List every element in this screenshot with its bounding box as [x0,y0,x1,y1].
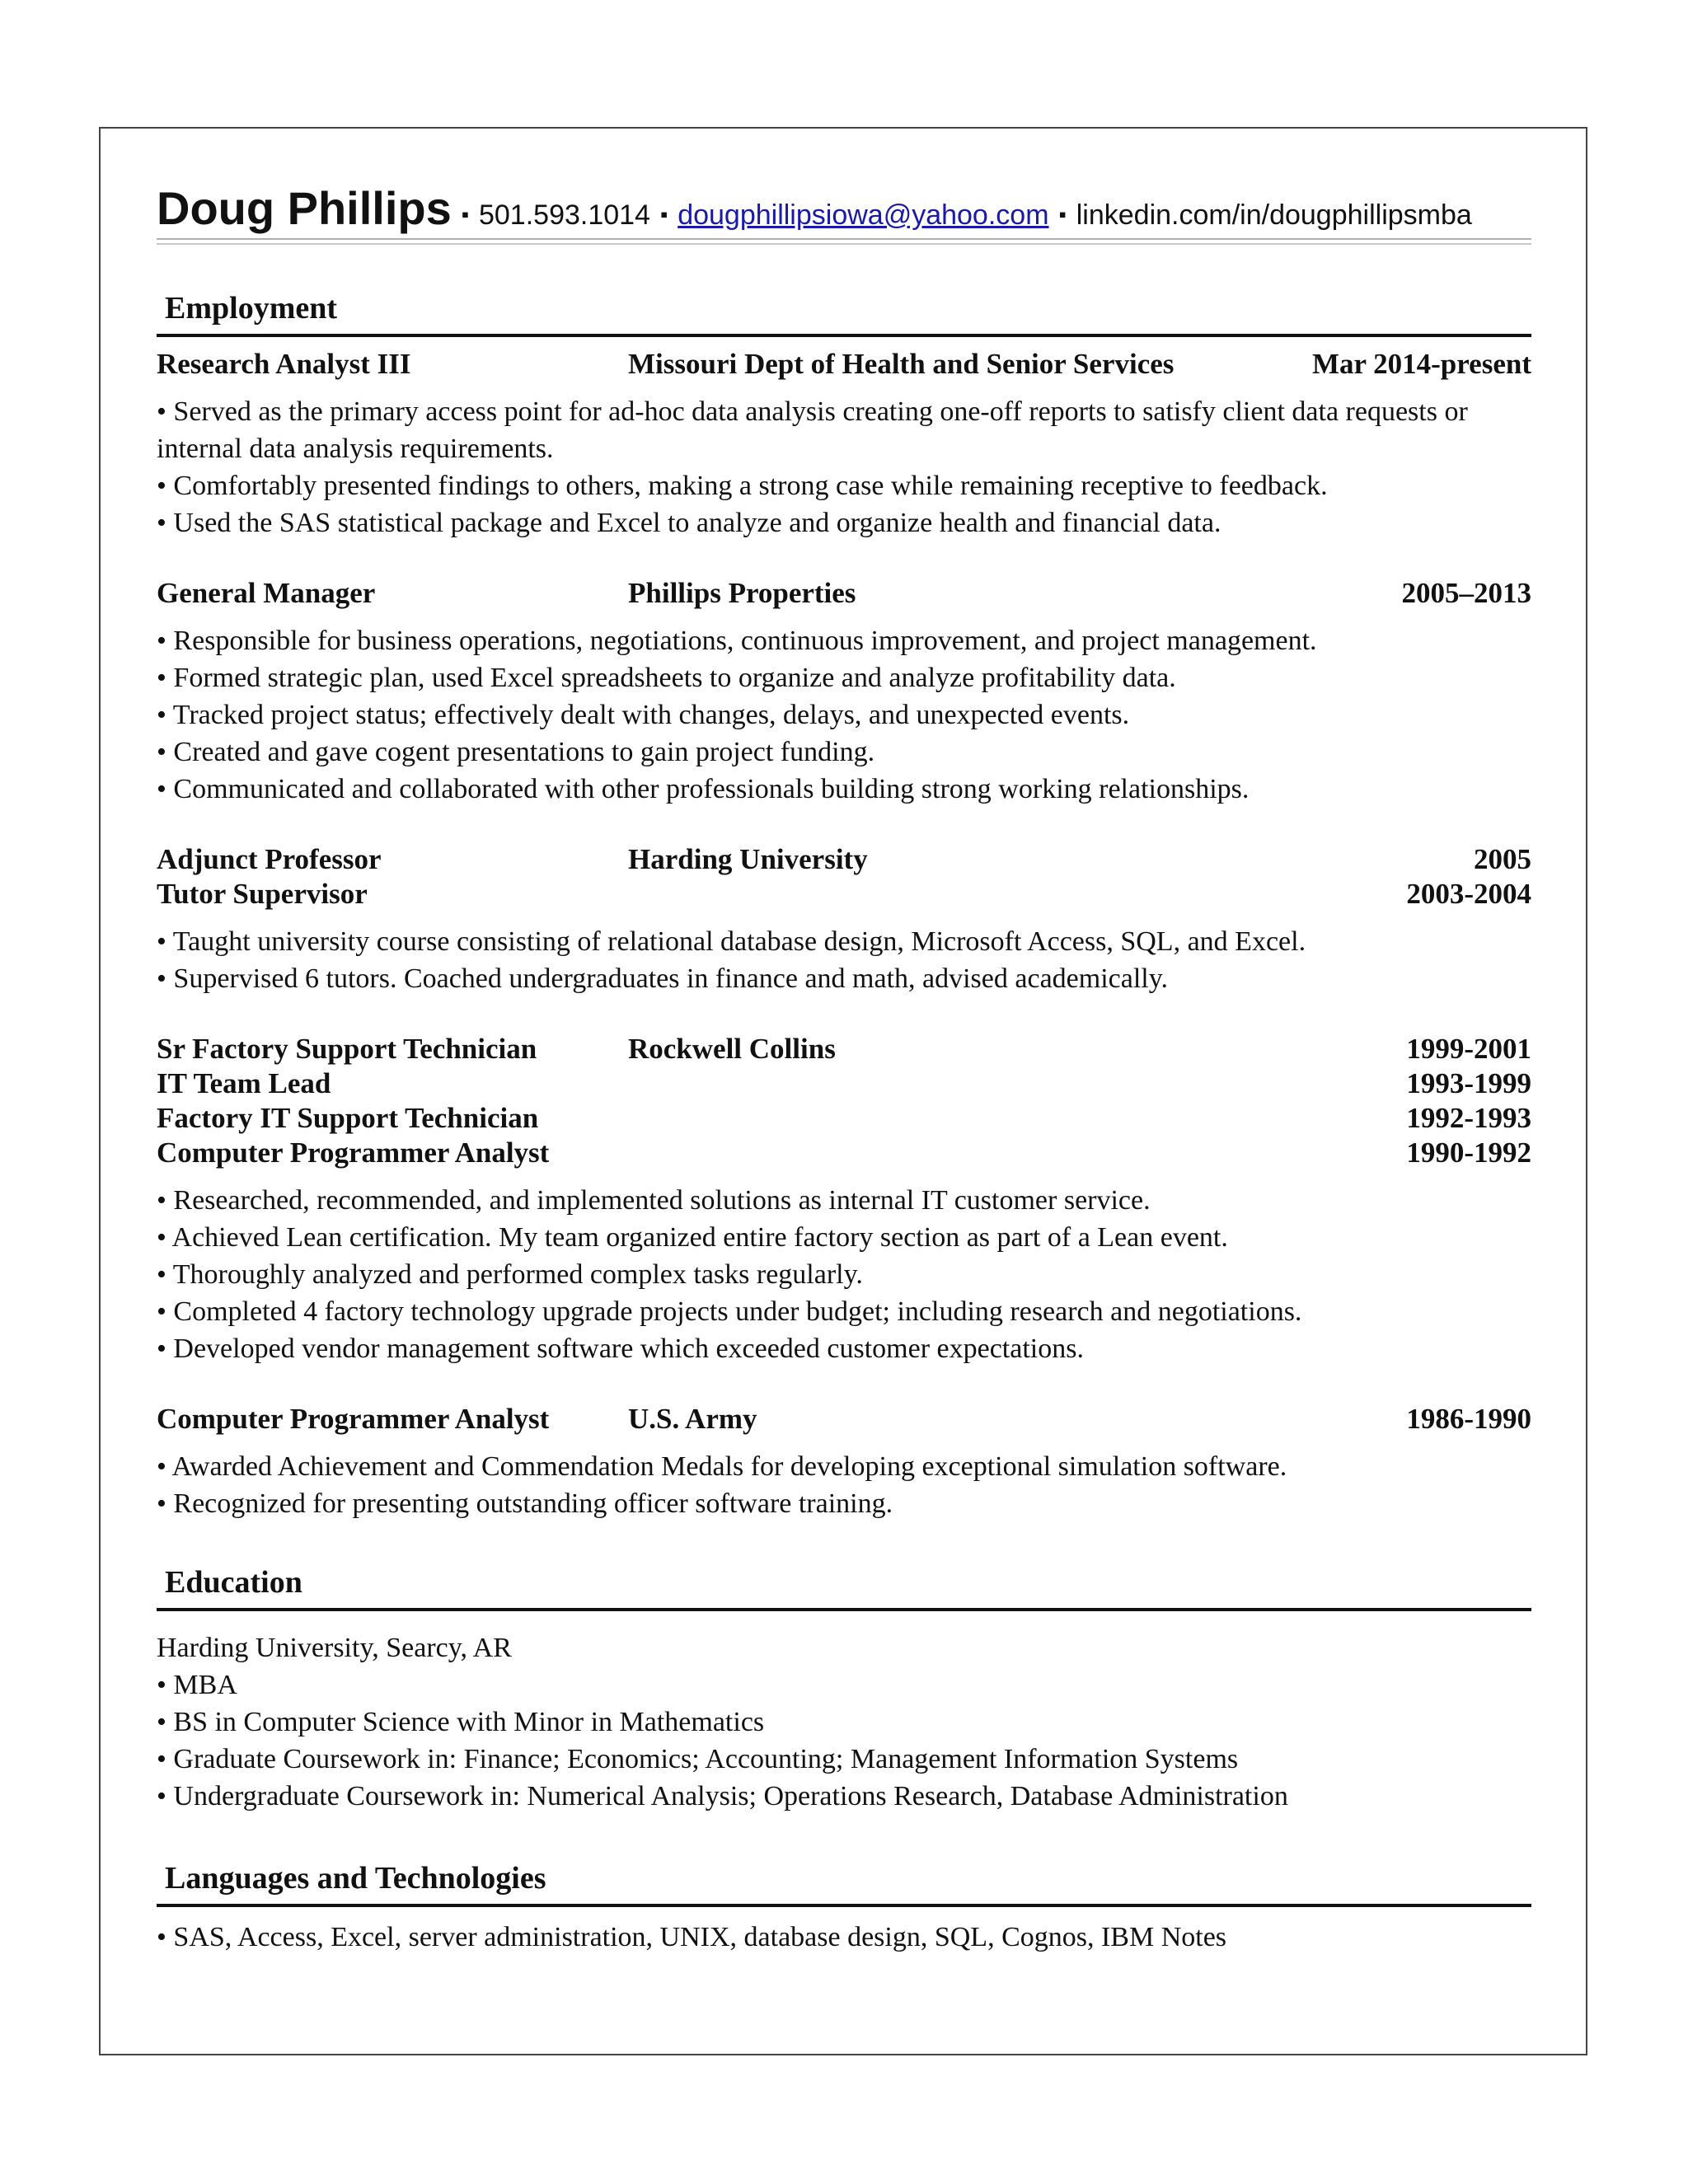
job-title: Computer Programmer Analyst [157,1137,550,1169]
languages-section [157,1863,1531,1956]
education-bullets [157,1666,1531,1815]
bullet-item: • Undergraduate Coursework in: Numerical Analysis; Operations Research, Database Administration [157,1781,1288,1811]
bullet-item: • Created and gave cogent presentations to gain project funding. [157,737,875,767]
job-bullets [157,923,1531,997]
job-entry [157,347,1531,541]
job-organization: Rockwell Collins [628,1033,836,1065]
job-title: Sr Factory Support Technician [157,1033,537,1065]
job-row [157,842,1531,877]
bullet-item: • Completed 4 factory technology upgrade projects under budget; including research and negotiations. [157,1296,1302,1327]
email-link[interactable]: dougphillipsiowa@yahoo.com [678,199,1049,231]
job-entry [157,1402,1531,1522]
job-organization: Phillips Properties [628,577,856,609]
job-title: Computer Programmer Analyst [157,1403,550,1435]
languages-bullets [157,1919,1531,1956]
section-title-employment: Employment [165,291,337,326]
job-title: IT Team Lead [157,1067,331,1099]
job-organization: Harding University [628,843,868,875]
job-entry [157,1032,1531,1367]
bullet-item: • Thoroughly analyzed and performed complex tasks regularly. [157,1259,863,1290]
separator-bullet: ▪ [1058,202,1067,227]
bullet-item: • BS in Computer Science with Minor in Mathematics [157,1707,765,1737]
bullet-item: • Formed strategic plan, used Excel spreadsheets to organize and analyze profitability data. [157,663,1176,693]
job-entry [157,842,1531,997]
job-row [157,1032,1531,1066]
job-organization: Missouri Dept of Health and Senior Services [628,348,1175,380]
job-dates: 2005 [1474,843,1531,875]
bullet-item: • Graduate Coursework in: Finance; Economics; Accounting; Management Information Systems [157,1744,1239,1774]
job-title: Adjunct Professor [157,843,382,875]
job-title: Tutor Supervisor [157,878,368,910]
job-organization [628,1136,1406,1170]
job-dates: 1999-2001 [1406,1033,1531,1065]
job-row [157,1066,1531,1101]
section-title-education: Education [165,1565,302,1600]
job-bullets [157,622,1531,808]
section-divider [157,1608,1531,1611]
job-row [157,1101,1531,1136]
linkedin-url: linkedin.com/in/dougphillipsmba [1076,199,1472,231]
section-divider [157,1904,1531,1907]
job-organization [628,1101,1406,1136]
bullet-item: • Comfortably presented findings to others, making a strong case while remaining receptive to feedback. [157,471,1328,501]
section-divider [157,334,1531,337]
bullet-item: • Communicated and collaborated with other professionals building strong working relationships. [157,774,1250,804]
job-organization [628,1066,1406,1101]
job-dates: 2003-2004 [1406,878,1531,910]
job-row [157,1136,1531,1170]
resume-content [157,181,1531,1956]
section-title-languages: Languages and Technologies [165,1861,546,1896]
job-row [157,347,1531,382]
job-dates: 2005–2013 [1401,577,1531,609]
bullet-item: • Achieved Lean certification. My team organized entire factory section as part of a Lean event. [157,1222,1228,1253]
bullet-item: • Developed vendor management software which exceeded customer expectations. [157,1333,1084,1364]
bullet-item: • MBA [157,1670,237,1700]
bullet-item: • Supervised 6 tutors. Coached undergraduates in finance and math, advised academically. [157,963,1169,994]
resume-header [157,181,1531,235]
employment-section [157,293,1531,1522]
job-row [157,1402,1531,1436]
job-row [157,576,1531,611]
job-title: General Manager [157,577,376,609]
bullet-item: • Taught university course consisting of relational database design, Microsoft Access, SQL, and Excel. [157,926,1306,957]
phone-number: 501.593.1014 [478,199,650,231]
job-row [157,877,1531,912]
job-dates: 1986-1990 [1406,1403,1531,1435]
job-dates: 1993-1999 [1406,1067,1531,1099]
job-dates: Mar 2014-present [1311,348,1531,380]
bullet-item: • SAS, Access, Excel, server administration, UNIX, database design, SQL, Cognos, IBM Notes [157,1922,1227,1952]
job-title: Factory IT Support Technician [157,1102,539,1134]
job-organization: U.S. Army [628,1403,757,1435]
school-name: Harding University, Searcy, AR [157,1633,512,1663]
bullet-item: • Researched, recommended, and implemented solutions as internal IT customer service. [157,1185,1151,1216]
job-bullets [157,1182,1531,1367]
bullet-item: • Used the SAS statistical package and Excel to analyze and organize health and financial data. [157,508,1221,538]
header-divider [157,238,1531,245]
bullet-item: • Tracked project status; effectively dealt with changes, delays, and unexpected events. [157,700,1130,730]
job-bullets [157,393,1531,541]
separator-bullet: ▪ [461,202,469,227]
candidate-name: Doug Phillips [157,182,452,234]
job-dates: 1992-1993 [1406,1102,1531,1134]
bullet-item: • Responsible for business operations, negotiations, continuous improvement, and project management. [157,626,1317,656]
education-section [157,1567,1531,1815]
bullet-item: • Recognized for presenting outstanding officer software training. [157,1488,893,1519]
job-dates: 1990-1992 [1406,1137,1531,1169]
job-title: Research Analyst III [157,348,411,380]
job-entry [157,576,1531,808]
separator-bullet: ▪ [659,202,668,227]
job-bullets [157,1448,1531,1522]
job-organization [628,877,1406,912]
bullet-item: • Served as the primary access point for ad-hoc data analysis creating one-off reports to satisfy client data requests or internal data analysis requirements. [157,396,1468,464]
bullet-item: • Awarded Achievement and Commendation Medals for developing exceptional simulation software. [157,1451,1287,1482]
